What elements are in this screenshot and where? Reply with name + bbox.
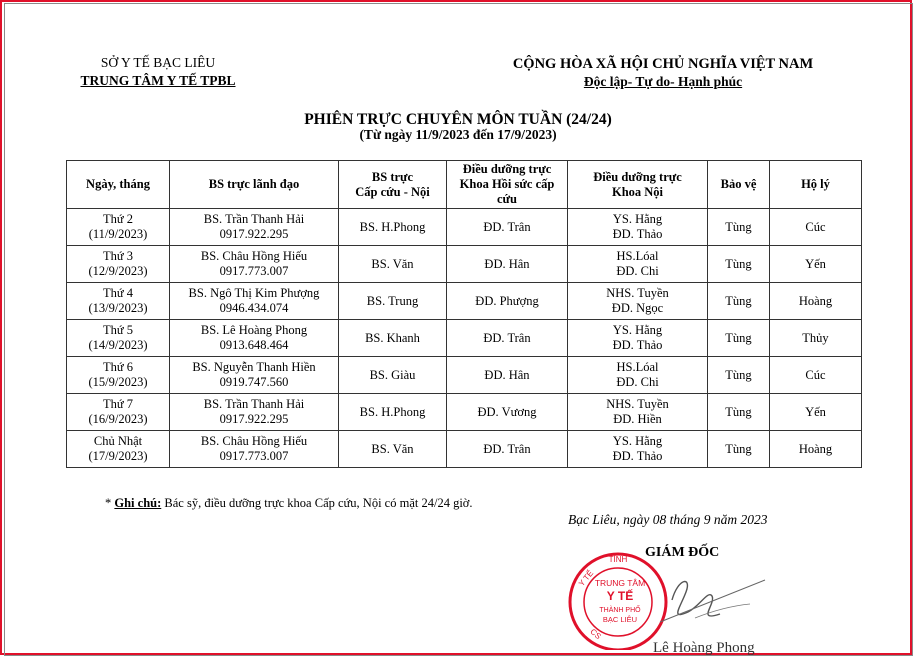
internal-staff-1: NHS. Tuyền bbox=[606, 286, 669, 300]
cell-leader bbox=[170, 394, 339, 431]
col-header-date: Ngày, tháng bbox=[67, 161, 170, 209]
issue-date: Bạc Liêu, ngày 08 tháng 9 năm 2023 bbox=[568, 512, 768, 527]
internal-staff-2: ĐD. Thảo bbox=[612, 227, 663, 241]
internal-staff-1: HS.Lóal bbox=[616, 249, 659, 263]
day-name: Thứ 5 bbox=[102, 323, 134, 337]
day-name: Thứ 4 bbox=[102, 286, 134, 300]
leader-phone: 0917.922.295 bbox=[219, 227, 289, 241]
cell-icu: ĐD. Trân bbox=[447, 320, 568, 357]
day-date: (11/9/2023) bbox=[88, 227, 148, 241]
cell-er: BS. Văn bbox=[339, 246, 447, 283]
col-header-internal-line2: Khoa Nội bbox=[611, 184, 664, 199]
cell-leader bbox=[170, 209, 339, 246]
internal-staff-2: ĐD. Chi bbox=[616, 375, 659, 389]
col-header-internal-line1: Điều dưỡng trực bbox=[593, 169, 682, 184]
col-header-internal bbox=[568, 161, 708, 209]
cell-icu: ĐD. Vương bbox=[447, 394, 568, 431]
seal-ring-left: Y TẾ bbox=[577, 568, 596, 588]
cell-er: BS. Khanh bbox=[339, 320, 447, 357]
cell-aide: Cúc bbox=[770, 209, 862, 246]
day-name: Thứ 2 bbox=[102, 212, 134, 226]
cell-icu: ĐD. Phượng bbox=[447, 283, 568, 320]
footnote-bullet: * bbox=[105, 496, 115, 510]
footnote-text: Bác sỹ, điều dưỡng trực khoa Cấp cứu, Nội có mặt 24/24 giờ. bbox=[161, 496, 473, 510]
cell-guard: Tùng bbox=[708, 431, 770, 468]
col-header-guard: Bảo vệ bbox=[708, 161, 770, 209]
national-motto bbox=[478, 55, 848, 91]
leader-name: BS. Ngô Thị Kim Phượng bbox=[188, 286, 320, 300]
cell-aide: Yến bbox=[770, 246, 862, 283]
cell-internal bbox=[568, 283, 708, 320]
table-row bbox=[67, 209, 862, 246]
internal-staff-1: YS. Hằng bbox=[612, 212, 663, 226]
table-header-row bbox=[67, 161, 862, 209]
seal-ring-bottom: CS bbox=[588, 627, 603, 642]
cell-guard: Tùng bbox=[708, 357, 770, 394]
cell-er: BS. H.Phong bbox=[339, 394, 447, 431]
cell-date bbox=[67, 357, 170, 394]
day-name: Thứ 7 bbox=[102, 397, 134, 411]
cell-aide: Hoàng bbox=[770, 283, 862, 320]
cell-date bbox=[67, 246, 170, 283]
leader-name: BS. Nguyễn Thanh Hiền bbox=[192, 360, 316, 374]
document-subtitle: (Từ ngày 11/9/2023 đến 17/9/2023) bbox=[359, 127, 557, 142]
signer-name: Lê Hoàng Phong bbox=[653, 640, 755, 656]
day-date: (13/9/2023) bbox=[88, 301, 148, 315]
cell-internal bbox=[568, 320, 708, 357]
cell-aide: Yến bbox=[770, 394, 862, 431]
col-header-er-line1: BS trực bbox=[371, 169, 414, 184]
leader-phone: 0917.922.295 bbox=[219, 412, 289, 426]
leader-name: BS. Châu Hồng Hiếu bbox=[200, 249, 308, 263]
cell-leader bbox=[170, 246, 339, 283]
table-row bbox=[67, 357, 862, 394]
internal-staff-1: NHS. Tuyền bbox=[606, 397, 669, 411]
cell-er: BS. Trung bbox=[339, 283, 447, 320]
cell-icu: ĐD. Trân bbox=[447, 209, 568, 246]
leader-phone: 0917.773.007 bbox=[219, 264, 289, 278]
day-date: (14/9/2023) bbox=[88, 338, 148, 352]
leader-name: BS. Châu Hồng Hiếu bbox=[200, 434, 308, 448]
cell-internal bbox=[568, 394, 708, 431]
leader-phone: 0919.747.560 bbox=[219, 375, 289, 389]
day-name: Thứ 3 bbox=[102, 249, 134, 263]
seal-line-2: Y TẾ bbox=[606, 589, 634, 603]
cell-date bbox=[67, 283, 170, 320]
col-header-leader: BS trực lãnh đạo bbox=[170, 161, 339, 209]
internal-staff-2: ĐD. Ngọc bbox=[611, 301, 664, 315]
seal-line-1: TRUNG TÂM bbox=[594, 578, 646, 588]
duty-roster-table bbox=[66, 160, 862, 468]
footnote bbox=[105, 496, 473, 511]
cell-aide: Cúc bbox=[770, 357, 862, 394]
country-name: CỘNG HÒA XÃ HỘI CHỦ NGHĨA VIỆT NAM bbox=[512, 56, 814, 72]
cell-aide: Hoàng bbox=[770, 431, 862, 468]
leader-name: BS. Lê Hoàng Phong bbox=[200, 323, 308, 337]
table-row bbox=[67, 394, 862, 431]
day-date: (15/9/2023) bbox=[88, 375, 148, 389]
table-row bbox=[67, 246, 862, 283]
cell-internal bbox=[568, 431, 708, 468]
motto: Độc lập- Tự do- Hạnh phúc bbox=[583, 74, 743, 89]
cell-date bbox=[67, 394, 170, 431]
internal-staff-1: HS.Lóal bbox=[616, 360, 659, 374]
cell-leader bbox=[170, 320, 339, 357]
day-name: Thứ 6 bbox=[102, 360, 134, 374]
cell-icu: ĐD. Hân bbox=[447, 357, 568, 394]
day-date: (12/9/2023) bbox=[88, 264, 148, 278]
cell-leader bbox=[170, 431, 339, 468]
agency-name: TRUNG TÂM Y TẾ TPBL bbox=[80, 73, 236, 88]
cell-internal bbox=[568, 357, 708, 394]
seal-line-4: BẠC LIÊU bbox=[602, 615, 638, 624]
cell-icu: ĐD. Trân bbox=[447, 431, 568, 468]
cell-er: BS. H.Phong bbox=[339, 209, 447, 246]
leader-name: BS. Trần Thanh Hải bbox=[203, 212, 305, 226]
col-header-icu-line1: Điều dưỡng trực bbox=[462, 162, 552, 176]
cell-aide: Thủy bbox=[770, 320, 862, 357]
cell-er: BS. Văn bbox=[339, 431, 447, 468]
cell-guard: Tùng bbox=[708, 394, 770, 431]
cell-guard: Tùng bbox=[708, 320, 770, 357]
cell-leader bbox=[170, 357, 339, 394]
document-title: PHIÊN TRỰC CHUYÊN MÔN TUẦN (24/24) bbox=[304, 111, 612, 128]
cell-internal bbox=[568, 209, 708, 246]
internal-staff-1: YS. Hằng bbox=[612, 323, 663, 337]
col-header-icu-line3: cứu bbox=[496, 192, 517, 206]
col-header-aide: Hộ lý bbox=[770, 161, 862, 209]
cell-guard: Tùng bbox=[708, 246, 770, 283]
internal-staff-1: YS. Hằng bbox=[612, 434, 663, 448]
leader-name: BS. Trần Thanh Hải bbox=[203, 397, 305, 411]
agency-parent: SỞ Y TẾ BẠC LIÊU bbox=[100, 55, 216, 70]
cell-date bbox=[67, 431, 170, 468]
table-row bbox=[67, 283, 862, 320]
table-row bbox=[67, 320, 862, 357]
leader-phone: 0946.434.074 bbox=[219, 301, 289, 315]
seal-line-3: THÀNH PHỐ bbox=[599, 607, 641, 614]
col-header-icu-line2: Khoa Hồi sức cấp bbox=[459, 177, 555, 191]
cell-icu: ĐD. Hân bbox=[447, 246, 568, 283]
agency-header bbox=[58, 54, 258, 90]
internal-staff-2: ĐD. Hiền bbox=[613, 412, 662, 426]
cell-date bbox=[67, 209, 170, 246]
col-header-er-line2: Cấp cứu - Nội bbox=[355, 184, 430, 199]
col-header-icu bbox=[447, 161, 568, 209]
cell-leader bbox=[170, 283, 339, 320]
internal-staff-2: ĐD. Chi bbox=[616, 264, 659, 278]
director-title: GIÁM ĐỐC bbox=[645, 545, 720, 560]
internal-staff-2: ĐD. Thảo bbox=[612, 449, 663, 463]
internal-staff-2: ĐD. Thảo bbox=[612, 338, 663, 352]
col-header-er bbox=[339, 161, 447, 209]
cell-date bbox=[67, 320, 170, 357]
cell-guard: Tùng bbox=[708, 209, 770, 246]
table-row bbox=[67, 431, 862, 468]
leader-phone: 0917.773.007 bbox=[219, 449, 289, 463]
day-date: (17/9/2023) bbox=[88, 449, 148, 463]
leader-phone: 0913.648.464 bbox=[219, 338, 289, 352]
footnote-label: Ghi chú: bbox=[114, 496, 162, 510]
handwritten-signature bbox=[600, 560, 770, 645]
cell-guard: Tùng bbox=[708, 283, 770, 320]
seal-ring-top: TỈNH bbox=[608, 555, 628, 564]
day-name: Chủ Nhật bbox=[93, 434, 143, 448]
day-date: (16/9/2023) bbox=[88, 412, 148, 426]
cell-internal bbox=[568, 246, 708, 283]
cell-er: BS. Giàu bbox=[339, 357, 447, 394]
